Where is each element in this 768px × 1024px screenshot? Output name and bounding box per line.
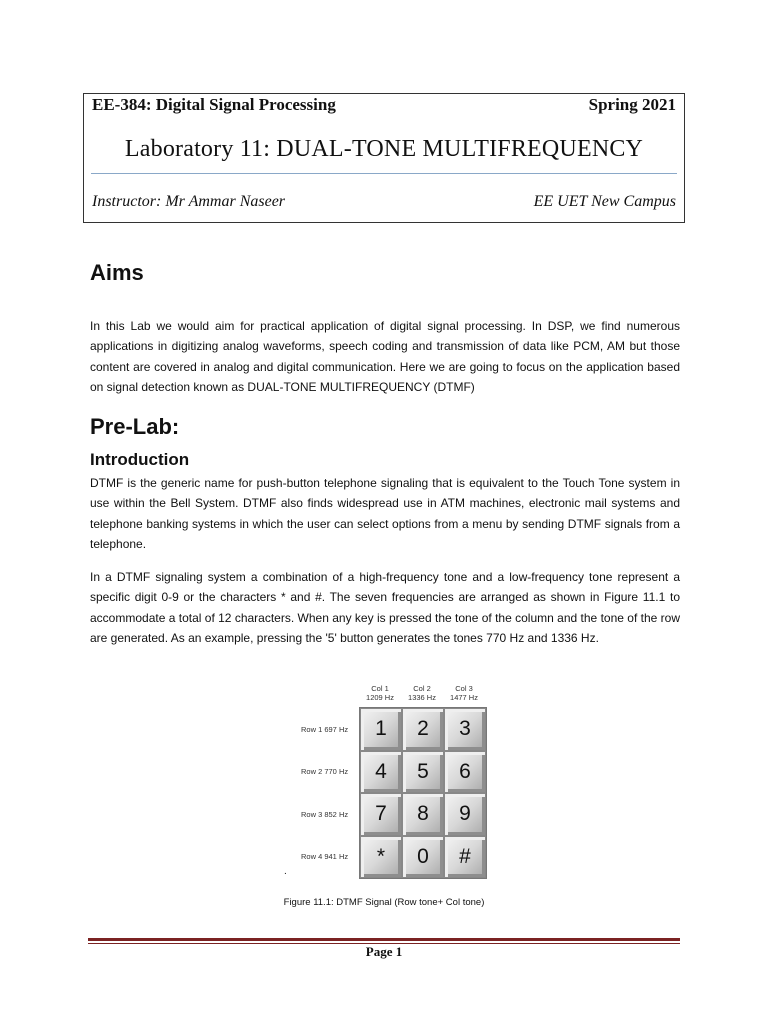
dtmf-keypad-figure [296,684,496,879]
intro-paragraph-1: DTMF is the generic name for push-button telephone signaling that is equivalent to the Touch Tone system in use within the Bell System. DTMF also finds widespread use in ATM machines, electronic mail systems and telephone banking systems in which the user can select options from a menu by sending DTMF signals from a telephone. [90,476,680,551]
key-hash: # [444,836,486,879]
footer-rule [88,938,680,941]
intro-paragraph-2: In a DTMF signaling system a combination of a high-frequency tone and a low-frequency tone represent a specific digit 0-9 or the characters * and #. The seven frequencies are arranged as shown in Figure 11.1 to accommodate a total of 12 characters. When any key is pressed the tone of the column and the tone of the row are generated. As an example, pressing the '5' button generates the tones 770 Hz and 1336 Hz. [90,570,680,645]
key-9: 9 [444,793,486,836]
campus: EE UET New Campus [533,193,676,210]
instructor: Instructor: Mr Ammar Naseer [92,193,286,210]
column-label: Col 2 1336 Hz [408,684,436,702]
row-label: Row 3 852 Hz [301,810,349,819]
header-divider [91,173,677,174]
figure-caption: Figure 11.1: DTMF Signal (Row tone+ Col tone) [283,897,485,908]
page-number: Page 1 [365,944,403,959]
row-label: Row 4 941 Hz [301,852,349,861]
key-2: 2 [402,708,444,751]
key-star: * [360,836,402,879]
key-1: 1 [360,708,402,751]
key-3: 3 [444,708,486,751]
row-label: Row 1 697 Hz [301,725,349,734]
column-label: Col 3 1477 Hz [450,684,478,702]
introduction-heading: Introduction [90,450,190,469]
prelab-heading: Pre-Lab: [90,414,180,439]
key-7: 7 [360,793,402,836]
key-5: 5 [402,751,444,794]
key-6: 6 [444,751,486,794]
key-4: 4 [360,751,402,794]
keypad [359,707,487,879]
semester: Spring 2021 [588,95,676,114]
course-title: EE-384: Digital Signal Processing [92,95,336,114]
row-label: Row 2 770 Hz [301,767,349,776]
key-8: 8 [402,793,444,836]
aims-paragraph: In this Lab we would aim for practical application of digital signal processing. In DSP, we find numerous applications in digitizing analog waveforms, speech coding and transmission of data like PCM, AM but those content are covered in analog and digital communication. Here we are going to focus on the application based on signal detection known as DUAL-TONE MULTIFREQUENCY (DTMF) [90,319,680,394]
stray-dot: . [284,866,287,877]
column-label: Col 1 1209 Hz [366,684,394,702]
key-0: 0 [402,836,444,879]
lab-title: Laboratory 11: DUAL-TONE MULTIFREQUENCY [124,136,644,162]
aims-heading: Aims [90,260,144,285]
header-box [83,93,685,223]
